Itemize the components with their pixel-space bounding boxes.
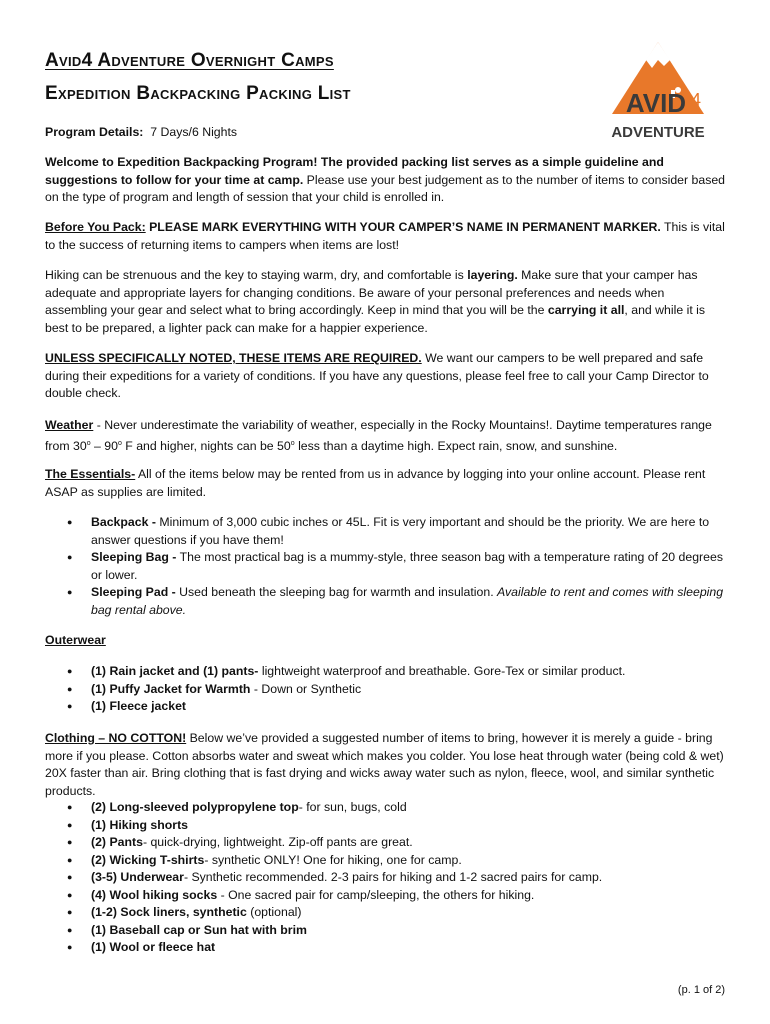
- list-item: ● (2) Wicking T-shirts- synthetic ONLY! One for hiking, one for camp.: [45, 852, 727, 870]
- essentials-paragraph: [45, 466, 727, 501]
- document-title: Avid4 Adventure Overnight Camps: [45, 50, 334, 71]
- program-value: 7 Days/6 Nights: [150, 125, 238, 139]
- list-item: ● (2) Pants- quick-drying, lightweight. Zip-off pants are great.: [45, 834, 727, 852]
- outerwear-heading: [45, 632, 727, 650]
- required-paragraph: [45, 350, 727, 403]
- welcome-paragraph: [45, 154, 727, 207]
- before-pack-label: Before You Pack:: [45, 220, 146, 234]
- bullet-icon: ●: [67, 907, 73, 917]
- list-item: ● (1) Baseball cap or Sun hat with brim: [45, 922, 727, 940]
- list-item: ● (1) Puffy Jacket for Warmth - Down or Synthetic: [45, 681, 727, 699]
- list-item: ● Sleeping Bag - The most practical bag is a mummy-style, three season bag with a temperature rating of 20 degrees or lower.: [67, 550, 723, 582]
- bullet-icon: ●: [67, 517, 73, 527]
- degree-mark: o: [290, 439, 295, 447]
- list-item: ● (4) Wool hiking socks - One sacred pair for camp/sleeping, the others for hiking.: [45, 887, 727, 905]
- before-pack-paragraph: [45, 219, 727, 254]
- hiking-bold-1: layering.: [467, 268, 518, 282]
- list-item: ● (1) Rain jacket and (1) pants- lightweight waterproof and breathable. Gore-Tex or similar product.: [45, 663, 727, 681]
- before-pack-bold: PLEASE MARK EVERYTHING WITH YOUR CAMPER’S NAME IN PERMANENT MARKER.: [145, 220, 661, 234]
- list-item: ● (1) Hiking shorts: [45, 817, 727, 835]
- weather-text-4: less than a daytime high. Expect rain, snow, and sunshine.: [294, 438, 618, 453]
- bullet-icon: ●: [67, 701, 73, 711]
- clothing-list: [45, 799, 727, 957]
- weather-text-3: F and higher, nights can be 50: [121, 438, 291, 453]
- list-item: ● (3-5) Underwear- Synthetic recommended. 2-3 pairs for hiking and 1-2 sacred pairs for camp.: [45, 869, 727, 887]
- hiking-text-3: , and while it is best to be prepared, a lighter pack can make for a happier experience.: [45, 303, 706, 335]
- essentials-label: The Essentials-: [45, 467, 136, 481]
- hiking-paragraph: [45, 267, 727, 337]
- essentials-text: All of the items below may be rented from us in advance by logging into your online account. Please rent ASAP as supplies are limited.: [45, 467, 706, 499]
- list-item: ● (1-2) Sock liners, synthetic (optional): [45, 904, 727, 922]
- clothing-label: Clothing – NO COTTON!: [45, 731, 187, 745]
- bullet-icon: ●: [67, 924, 73, 935]
- clothing-text: Below we’ve provided a suggested number of items to bring, however it is merely a guide - bring more if you please. Cotton absorbs water and sweat which makes you colder. You lose heat through water (being cold & wet) 20X faster than air. Bring clothing that is fast drying and wicks away water such as nylon, fleece, wool, and similar synthetic products.: [45, 731, 724, 798]
- outerwear-list: [45, 663, 727, 716]
- list-item: ● Sleeping Pad - Used beneath the sleeping bag for warmth and insulation. Available to rent and comes with sleeping bag rental above.: [67, 585, 724, 617]
- outerwear-label: Outerwear: [45, 633, 106, 647]
- bullet-icon: ●: [67, 837, 73, 847]
- list-item: ● (1) Fleece jacket: [45, 698, 727, 716]
- logo-word-avid: AVID: [625, 88, 687, 118]
- program-details: [45, 124, 727, 142]
- weather-text-1: - Never underestimate the variability of weather, especially in the Rocky Mountains!. Daytime temperatures range from 30: [45, 418, 712, 453]
- welcome-bold: Welcome to Expedition Backpacking Program! The provided packing list serves as a simple guideline and suggestions to follow for your time at camp.: [45, 155, 664, 187]
- list-item: ● (2) Long-sleeved polypropylene top- for sun, bugs, cold: [45, 799, 727, 817]
- welcome-text: Please use your best judgement as to the number of items to consider based on the type of program and length of session that your child is enrolled in.: [45, 172, 726, 204]
- bullet-icon: ●: [67, 683, 73, 694]
- weather-paragraph: [45, 417, 727, 455]
- degree-mark: o: [117, 439, 122, 447]
- bullet-icon: ●: [67, 587, 73, 597]
- list-item: ● (1) Wool or fleece hat: [45, 939, 727, 957]
- page-number: (p. 1 of 2): [677, 984, 725, 996]
- weather-label: Weather: [45, 418, 94, 432]
- bullet-icon: ●: [67, 802, 73, 812]
- required-bold: UNLESS SPECIFICALLY NOTED, THESE ITEMS ARE REQUIRED.: [45, 351, 422, 365]
- bullet-icon: ●: [67, 552, 73, 562]
- clothing-paragraph: [45, 730, 727, 800]
- degree-mark: o: [86, 439, 91, 447]
- logo-number: 4: [690, 90, 702, 110]
- required-text: We want our campers to be well prepared and safe during their expeditions for a variety of conditions. If you have any questions, please feel free to call your Camp Director to double check.: [45, 351, 709, 400]
- program-label: Program Details:: [45, 125, 144, 139]
- essentials-list: [45, 514, 727, 619]
- bullet-icon: ●: [67, 854, 73, 865]
- bullet-icon: ●: [67, 819, 73, 830]
- bullet-icon: ●: [67, 666, 73, 676]
- hiking-text-2: Make sure that your camper has adequate and appropriate layers for changing conditions. Be aware of your personal preferences and needs when assembling your gear and select what to bring accordingly. Keep in mind that you will be the: [45, 268, 698, 317]
- hiking-bold-2: carrying it all: [547, 303, 625, 317]
- bullet-icon: ●: [67, 872, 73, 882]
- hiking-text-1: Hiking can be strenuous and the key to staying warm, dry, and comfortable is: [45, 268, 468, 282]
- bullet-icon: ●: [67, 889, 73, 900]
- logo-word-adventure: ADVENTURE: [611, 124, 705, 141]
- weather-text-2: – 90: [90, 438, 118, 453]
- bullet-icon: ●: [67, 942, 73, 952]
- list-item: ● Backpack - Minimum of 3,000 cubic inches or 45L. Fit is very important and should be the priority. We are here to answer questions if you have them!: [67, 515, 710, 547]
- document-subtitle: Expedition Backpacking Packing List: [45, 83, 351, 104]
- before-pack-text: This is vital to the success of returning items to campers when items are lost!: [45, 220, 725, 252]
